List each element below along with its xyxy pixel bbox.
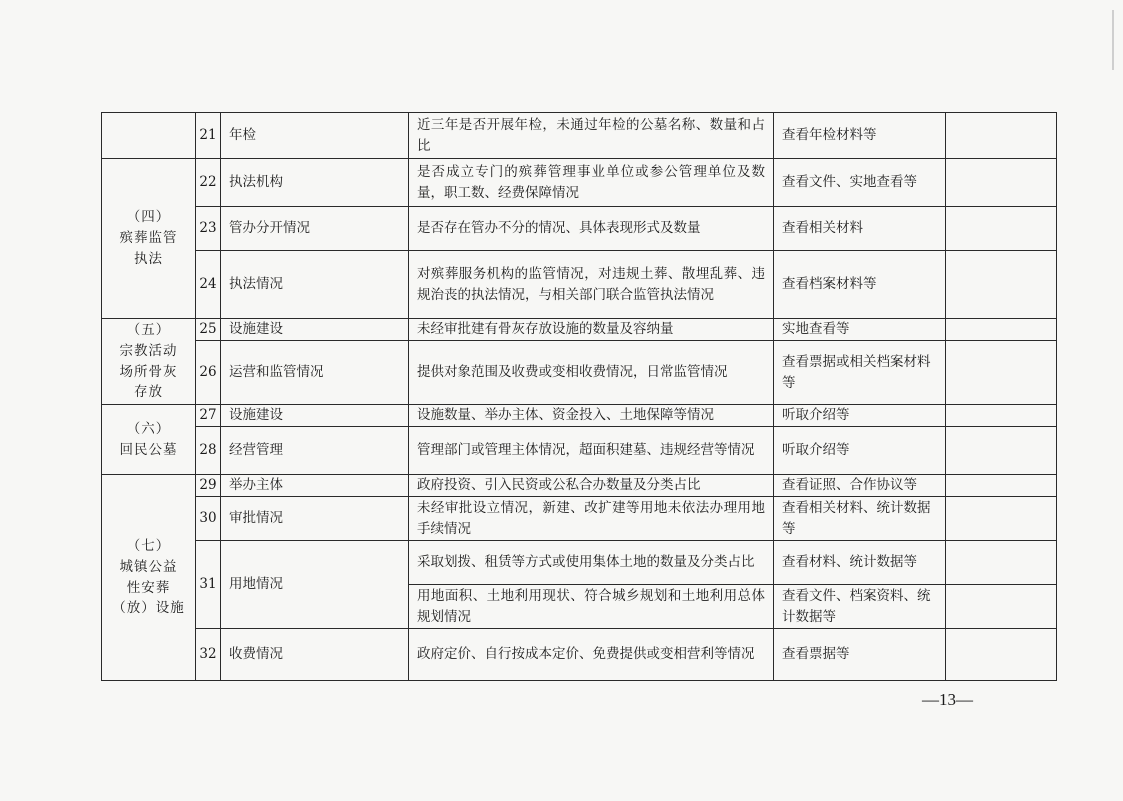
table-row <box>102 629 1057 681</box>
item-cell: 经营管理 <box>221 427 409 475</box>
method-cell: 查看相关材料、统计数据等 <box>774 497 946 541</box>
table-row <box>102 475 1057 497</box>
method-cell: 查看档案材料等 <box>774 251 946 319</box>
page-edge <box>1112 10 1114 70</box>
content-cell: 是否成立专门的殡葬管理事业单位或参公管理单位及数量，职工数、经费保障情况 <box>409 159 774 207</box>
category-cell: （六） 回民公墓 <box>102 405 196 475</box>
note-cell <box>946 497 1057 541</box>
row-number: 27 <box>196 405 221 427</box>
item-cell: 执法情况 <box>221 251 409 319</box>
table-row <box>102 159 1057 207</box>
item-cell: 用地情况 <box>221 541 409 629</box>
method-cell: 查看文件、实地查看等 <box>774 159 946 207</box>
row-number: 23 <box>196 207 221 251</box>
content-cell: 管理部门或管理主体情况，超面积建墓、违规经营等情况 <box>409 427 774 475</box>
method-cell: 查看相关材料 <box>774 207 946 251</box>
row-number: 22 <box>196 159 221 207</box>
note-cell <box>946 341 1057 405</box>
content-cell: 近三年是否开展年检，未通过年检的公墓名称、数量和占比 <box>409 113 774 159</box>
row-number: 32 <box>196 629 221 681</box>
note-cell <box>946 207 1057 251</box>
method-cell: 实地查看等 <box>774 319 946 341</box>
table-row <box>102 541 1057 585</box>
method-cell: 查看证照、合作协议等 <box>774 475 946 497</box>
page-number: —13— <box>922 690 973 709</box>
note-cell <box>946 251 1057 319</box>
item-cell: 执法机构 <box>221 159 409 207</box>
item-cell: 设施建设 <box>221 405 409 427</box>
item-cell: 审批情况 <box>221 497 409 541</box>
content-cell: 设施数量、举办主体、资金投入、土地保障等情况 <box>409 405 774 427</box>
row-number: 29 <box>196 475 221 497</box>
item-cell: 收费情况 <box>221 629 409 681</box>
table-row <box>102 405 1057 427</box>
note-cell <box>946 319 1057 341</box>
category-cell: （七） 城镇公益 性安葬 （放）设施 <box>102 475 196 681</box>
category-cell: （四） 殡葬监管 执法 <box>102 159 196 319</box>
row-number: 21 <box>196 113 221 159</box>
note-cell <box>946 475 1057 497</box>
table-row <box>102 251 1057 319</box>
method-cell: 查看票据等 <box>774 629 946 681</box>
table-row <box>102 207 1057 251</box>
method-cell: 查看年检材料等 <box>774 113 946 159</box>
content-cell: 对殡葬服务机构的监管情况，对违规土葬、散埋乱葬、违规治丧的执法情况，与相关部门联合监管执法情况 <box>409 251 774 319</box>
note-cell <box>946 427 1057 475</box>
content-cell: 未经审批设立情况，新建、改扩建等用地未依法办理用地手续情况 <box>409 497 774 541</box>
row-number: 25 <box>196 319 221 341</box>
method-cell: 听取介绍等 <box>774 405 946 427</box>
content-cell: 政府定价、自行按成本定价、免费提供或变相营利等情况 <box>409 629 774 681</box>
content-cell: 未经审批建有骨灰存放设施的数量及容纳量 <box>409 319 774 341</box>
note-cell <box>946 113 1057 159</box>
method-cell: 查看材料、统计数据等 <box>774 541 946 585</box>
content-cell: 是否存在管办不分的情况、具体表现形式及数量 <box>409 207 774 251</box>
table-row <box>102 319 1057 341</box>
content-cell: 提供对象范围及收费或变相收费情况，日常监管情况 <box>409 341 774 405</box>
inspection-table <box>101 112 1057 681</box>
item-cell: 年检 <box>221 113 409 159</box>
content-cell: 用地面积、土地利用现状、符合城乡规划和土地利用总体规划情况 <box>409 585 774 629</box>
category-cell <box>102 113 196 159</box>
content-cell: 政府投资、引入民资或公私合办数量及分类占比 <box>409 475 774 497</box>
row-number: 31 <box>196 541 221 629</box>
table-row <box>102 341 1057 405</box>
method-cell: 查看文件、档案资料、统计数据等 <box>774 585 946 629</box>
note-cell <box>946 405 1057 427</box>
method-cell: 查看票据或相关档案材料等 <box>774 341 946 405</box>
row-number: 28 <box>196 427 221 475</box>
note-cell <box>946 541 1057 585</box>
item-cell: 运营和监管情况 <box>221 341 409 405</box>
table-row <box>102 427 1057 475</box>
note-cell <box>946 629 1057 681</box>
method-cell: 听取介绍等 <box>774 427 946 475</box>
item-cell: 举办主体 <box>221 475 409 497</box>
note-cell <box>946 159 1057 207</box>
item-cell: 管办分开情况 <box>221 207 409 251</box>
table-row <box>102 497 1057 541</box>
content-cell: 采取划拨、租赁等方式或使用集体土地的数量及分类占比 <box>409 541 774 585</box>
row-number: 26 <box>196 341 221 405</box>
note-cell <box>946 585 1057 629</box>
item-cell: 设施建设 <box>221 319 409 341</box>
row-number: 30 <box>196 497 221 541</box>
category-cell: （五） 宗教活动 场所骨灰 存放 <box>102 319 196 405</box>
table-row <box>102 113 1057 159</box>
row-number: 24 <box>196 251 221 319</box>
